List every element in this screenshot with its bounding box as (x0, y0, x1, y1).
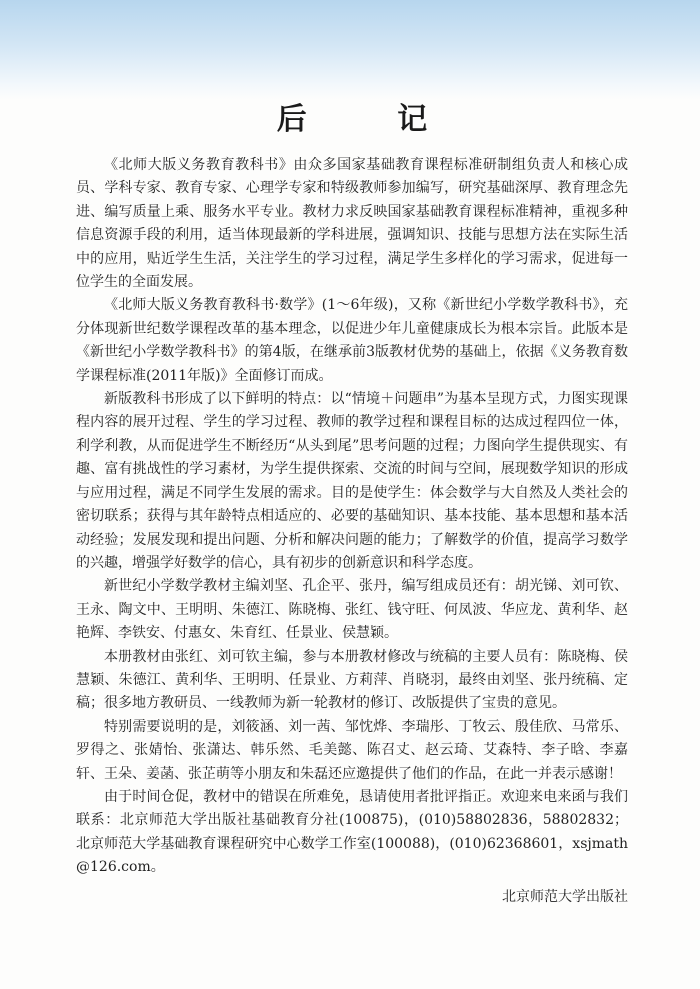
paragraph-features: 新版教科书形成了以下鲜明的特点：以“情境＋问题串”为基本呈现方式，力图实现课程内容的展开过程、学生的学习过程、教师的教学过程和课程目标的达成过程四位一体，利学利教，从而促进学生不断经历“从头到尾”思考问题的过程；力图向学生提供现实、有趣、富有挑战性的学习素材，为学生提供探索、交流的时间与空间，展现数学知识的形成与应用过程，满足不同学生发展的需求。目的是使学生：体会数学与大自然及人类社会的密切联系；获得与其年龄特点相适应的、必要的基础知识、基本技能、基本思想和基本活动经验；发展发现和提出问题、分析和解决问题的能力；了解数学的价值，提高学习数学的兴趣，增强学好数学的信心，具有初步的创新意识和科学态度。 (76, 391, 628, 571)
top-gradient-band (0, 0, 700, 100)
publisher-signature: 北京师范大学出版社 (502, 888, 628, 905)
page-title: 后 记 (276, 102, 468, 137)
paragraph-contact: 由于时间仓促，教材中的错误在所难免，恳请使用者批评指正。欢迎来电来函与我们联系：北京师范大学出版社基础教育分社(100875)，(010)58802836，58802832；北京师范大学基础教育课程研究中心数学工作室(100088)，(010)62368601，xsjmath@126.com。 (76, 788, 628, 876)
paragraph-intro: 《北师大版义务教育教科书》由众多国家基础教育课程标准研制组负责人和核心成员、学科专家、教育专家、心理学专家和特级教师参加编写，研究基础深厚、教育理念先进、编写质量上乘、服务水平专业。教材力求反映国家基础教育课程标准精神，重视多种信息资源手段的利用，适当体现最新的学科进展，强调知识、技能与思想方法在实际生活中的应用，贴近学生生活，关注学生的学习过程，满足学生多样化的学习需求，促进每一位学生的全面发展。 (76, 157, 628, 291)
paragraph-editors: 新世纪小学数学教材主编刘坚、孔企平、张丹，编写组成员还有：胡光锑、刘可钦、王永、陶文中、王明明、朱德江、陈晓梅、张红、钱守旺、何凤波、华应龙、黄利华、赵艳辉、李铁安、付惠女、朱育红、任景业、侯慧颖。 (76, 578, 628, 642)
paragraph-textbook: 《北师大版义务教育教科书·数学》(1～6年级)，又称《新世纪小学数学教科书》，充分体现新世纪数学课程改革的基本理念，以促进少年儿童健康成长为根本宗旨。此版本是《新世纪小学数学教科书》的第4版，在继承前3版教材优势的基础上，依据《义务教育数学课程标准(2011年版)》全面修订而成。 (76, 297, 628, 384)
paragraph-volume-editors: 本册教材由张红、刘可钦主编，参与本册教材修改与统稿的主要人员有：陈晓梅、侯慧颖、朱德江、黄利华、王明明、任景业、方莉萍、肖晓羽，最终由刘坚、张丹统稿、定稿；很多地方教研员、一线教师为新一轮教材的修订、改版提供了宝贵的意见。 (76, 648, 628, 712)
paragraph-thanks: 特别需要说明的是，刘筱涵、刘一茜、邹忱烨、李瑞彤、丁牧云、殷佳欣、马常乐、罗得之、张婧怡、张潇达、韩乐然、毛美懿、陈召丈、赵云琦、艾森特、李子晗、李嘉轩、王朵、姜菡、张芷萌等小朋友和朱磊还应邀提供了他们的作品，在此一并表示感谢！ (76, 718, 628, 782)
afterword-page (76, 100, 628, 909)
